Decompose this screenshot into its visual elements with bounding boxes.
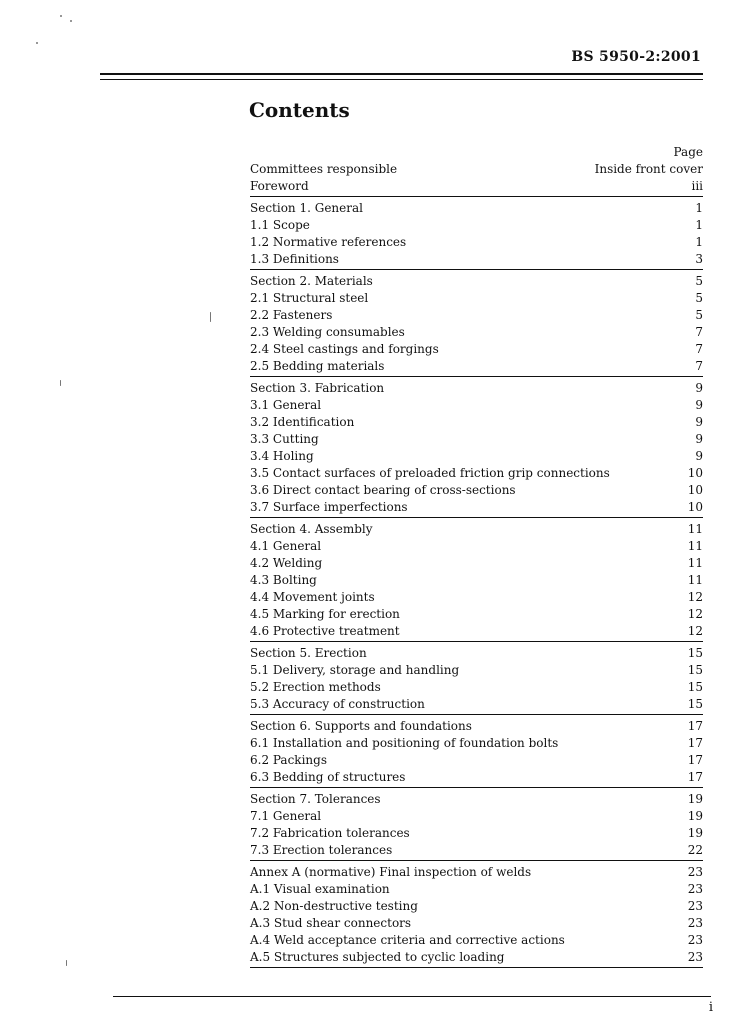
toc-entry-page: 15 <box>687 646 703 660</box>
toc-entry-page: 23 <box>687 899 703 913</box>
toc-entry <box>250 217 703 234</box>
toc-entry <box>250 696 703 713</box>
footer-rule <box>113 996 711 997</box>
toc-entry-page: 7 <box>695 325 703 339</box>
toc-entry-title: 4.6 Protective treatment <box>250 624 400 638</box>
toc-section-heading <box>250 200 703 217</box>
toc-entry <box>250 307 703 324</box>
toc-entry-page: 9 <box>695 449 703 463</box>
toc-entry-page: 7 <box>695 342 703 356</box>
toc-entry-title: 5.3 Accuracy of construction <box>250 697 425 711</box>
toc-entry-title: 1.2 Normative references <box>250 235 407 249</box>
toc-entry <box>250 358 703 375</box>
toc-entry <box>250 679 703 696</box>
toc-entry-page: 15 <box>687 663 703 677</box>
toc-entry-title: 1.1 Scope <box>250 218 310 232</box>
toc-entry-title: A.4 Weld acceptance criteria and corrective actions <box>250 933 565 947</box>
page-title: Contents <box>249 98 350 122</box>
toc-entry <box>250 735 703 752</box>
toc-entry <box>250 448 703 465</box>
toc-entry-page: 23 <box>687 865 703 879</box>
page-column-label: Page <box>673 145 703 159</box>
toc-entry-page: 1 <box>695 201 703 215</box>
toc-entry-page: 17 <box>687 736 703 750</box>
toc-entry-title: Section 7. Tolerances <box>250 792 381 806</box>
toc-entry-title: Committees responsible <box>250 162 398 176</box>
toc-entry <box>250 465 703 482</box>
toc-section-group <box>250 200 703 270</box>
toc-entry <box>250 397 703 414</box>
toc-entry-title: 4.2 Welding <box>250 556 323 570</box>
toc-entry <box>250 932 703 949</box>
toc-entry-title: 3.3 Cutting <box>250 432 319 446</box>
toc-entry <box>250 808 703 825</box>
scan-speck <box>36 42 38 44</box>
toc-section-group <box>250 791 703 861</box>
toc-entry <box>250 662 703 679</box>
toc-entry-page: 17 <box>687 753 703 767</box>
toc-entry-page: 12 <box>687 624 703 638</box>
toc-entry-page: 11 <box>687 522 703 536</box>
toc-entry <box>250 949 703 966</box>
toc-entry-title: A.3 Stud shear connectors <box>250 916 412 930</box>
toc-entry-page: iii <box>691 179 703 193</box>
toc-entry-title: Section 4. Assembly <box>250 522 373 536</box>
toc-entry <box>250 324 703 341</box>
toc-entry-title: 4.1 General <box>250 539 322 553</box>
toc-entry-title: 3.1 General <box>250 398 322 412</box>
toc-entry-title: 2.5 Bedding materials <box>250 359 385 373</box>
toc-entry <box>250 589 703 606</box>
table-of-contents <box>250 144 703 971</box>
toc-entry-title: A.5 Structures subjected to cyclic loading <box>250 950 505 964</box>
toc-section-heading <box>250 645 703 662</box>
toc-section-group <box>250 521 703 642</box>
toc-entry-title: 7.1 General <box>250 809 322 823</box>
toc-entry-page: 5 <box>695 291 703 305</box>
toc-entry-page: 19 <box>687 792 703 806</box>
toc-entry-title: A.2 Non-destructive testing <box>250 899 418 913</box>
toc-entry <box>250 915 703 932</box>
toc-prelim-row <box>250 178 703 195</box>
toc-entry-page: 12 <box>687 607 703 621</box>
toc-entry-page: 19 <box>687 826 703 840</box>
toc-section-heading <box>250 864 703 881</box>
toc-entry-title: 2.4 Steel castings and forgings <box>250 342 439 356</box>
toc-entry-page: 5 <box>695 274 703 288</box>
toc-entry-page: 22 <box>687 843 703 857</box>
toc-section-heading <box>250 521 703 538</box>
toc-entry-page: 11 <box>687 539 703 553</box>
toc-entry-title: 6.2 Packings <box>250 753 327 767</box>
toc-entry-page: 12 <box>687 590 703 604</box>
toc-entry <box>250 499 703 516</box>
toc-entry-page: 3 <box>695 252 703 266</box>
toc-entry <box>250 842 703 859</box>
toc-entry-title: 3.6 Direct contact bearing of cross-sections <box>250 483 516 497</box>
toc-entry-title: Section 3. Fabrication <box>250 381 385 395</box>
toc-section-group <box>250 645 703 715</box>
toc-entry-page: Inside front cover <box>594 162 703 176</box>
toc-entry-page: 17 <box>687 719 703 733</box>
page-column-header <box>250 144 703 161</box>
toc-entry-page: 7 <box>695 359 703 373</box>
toc-entry-page: 15 <box>687 697 703 711</box>
toc-section-heading <box>250 273 703 290</box>
toc-entry-page: 9 <box>695 432 703 446</box>
toc-entry <box>250 769 703 786</box>
toc-entry <box>250 341 703 358</box>
toc-entry-page: 11 <box>687 573 703 587</box>
scan-speck <box>70 20 72 22</box>
toc-entry-page: 1 <box>695 218 703 232</box>
toc-entry <box>250 555 703 572</box>
toc-entry <box>250 572 703 589</box>
scan-speck <box>60 15 62 17</box>
toc-entry <box>250 234 703 251</box>
toc-entry <box>250 825 703 842</box>
toc-entry <box>250 898 703 915</box>
toc-entry-page: 23 <box>687 882 703 896</box>
toc-entry-page: 10 <box>687 483 703 497</box>
toc-entry-page: 10 <box>687 466 703 480</box>
toc-entry <box>250 881 703 898</box>
toc-entry-page: 19 <box>687 809 703 823</box>
header-rule <box>100 73 703 80</box>
toc-entry <box>250 482 703 499</box>
toc-entry-page: 9 <box>695 398 703 412</box>
toc-section-group <box>250 718 703 788</box>
toc-entry-page: 1 <box>695 235 703 249</box>
toc-entry-title: 3.5 Contact surfaces of preloaded friction grip connections <box>250 466 610 480</box>
toc-section-group <box>250 864 703 968</box>
toc-entry-title: Section 5. Erection <box>250 646 367 660</box>
toc-entry-page: 17 <box>687 770 703 784</box>
toc-prelims <box>250 161 703 197</box>
toc-section-heading <box>250 380 703 397</box>
toc-entry-title: Section 2. Materials <box>250 274 373 288</box>
toc-entry <box>250 606 703 623</box>
toc-section-group <box>250 380 703 518</box>
toc-entry-title: 4.3 Bolting <box>250 573 317 587</box>
toc-entry-title: 7.3 Erection tolerances <box>250 843 393 857</box>
toc-entry <box>250 431 703 448</box>
toc-entry-page: 5 <box>695 308 703 322</box>
toc-entry-page: 9 <box>695 415 703 429</box>
toc-entry-title: 3.2 Identification <box>250 415 355 429</box>
scan-speck <box>210 312 211 322</box>
toc-entry <box>250 414 703 431</box>
toc-entry-page: 23 <box>687 916 703 930</box>
toc-entry-title: 5.2 Erection methods <box>250 680 381 694</box>
toc-entry-title: Section 6. Supports and foundations <box>250 719 472 733</box>
toc-entry-title: 2.1 Structural steel <box>250 291 369 305</box>
toc-entry-page: 11 <box>687 556 703 570</box>
scan-speck <box>60 380 61 386</box>
toc-entry-title: Annex A (normative) Final inspection of welds <box>250 865 532 879</box>
toc-entry-title: 3.7 Surface imperfections <box>250 500 408 514</box>
toc-prelim-row <box>250 161 703 178</box>
toc-section-group <box>250 273 703 377</box>
toc-entry-title: 3.4 Holing <box>250 449 314 463</box>
toc-entry <box>250 752 703 769</box>
toc-entry-title: 6.3 Bedding of structures <box>250 770 406 784</box>
toc-section-heading <box>250 791 703 808</box>
toc-entry-page: 23 <box>687 950 703 964</box>
toc-entry-title: 2.2 Fasteners <box>250 308 333 322</box>
toc-entry-title: Foreword <box>250 179 309 193</box>
toc-entry-title: 1.3 Definitions <box>250 252 339 266</box>
standard-number: BS 5950-2:2001 <box>571 49 701 65</box>
toc-entry-page: 9 <box>695 381 703 395</box>
toc-entry <box>250 290 703 307</box>
toc-entry-page: 23 <box>687 933 703 947</box>
toc-entry-title: 7.2 Fabrication tolerances <box>250 826 410 840</box>
page-number: i <box>708 1000 713 1015</box>
toc-entry-title: 2.3 Welding consumables <box>250 325 405 339</box>
toc-entry <box>250 251 703 268</box>
toc-entry-title: 6.1 Installation and positioning of foundation bolts <box>250 736 559 750</box>
toc-entry-title: 4.4 Movement joints <box>250 590 375 604</box>
toc-entry-page: 10 <box>687 500 703 514</box>
toc-entry-page: 15 <box>687 680 703 694</box>
toc-entry-title: 4.5 Marking for erection <box>250 607 400 621</box>
toc-entry <box>250 623 703 640</box>
toc-entry-title: Section 1. General <box>250 201 363 215</box>
toc-entry-title: A.1 Visual examination <box>250 882 390 896</box>
toc-section-heading <box>250 718 703 735</box>
toc-entry <box>250 538 703 555</box>
scan-speck <box>66 960 67 966</box>
toc-entry-title: 5.1 Delivery, storage and handling <box>250 663 460 677</box>
